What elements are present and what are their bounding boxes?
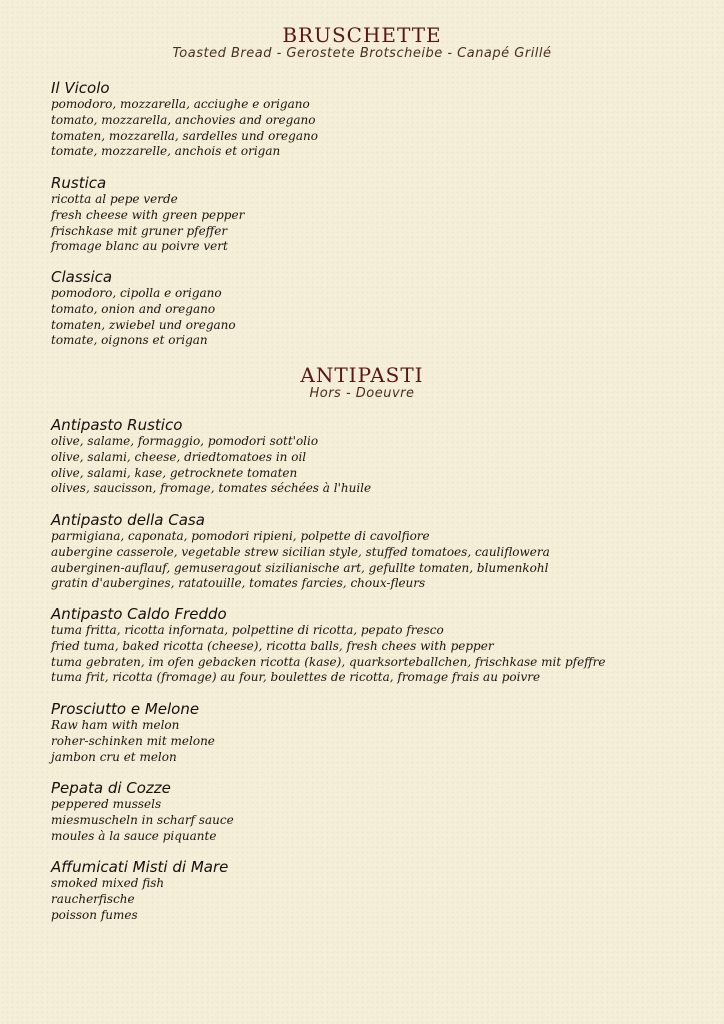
menu-item-affumicati-misti-di-mare [51, 858, 691, 923]
antipasti-subtitle: Hors - Doeuvre [309, 386, 415, 401]
item-description-en: peppered mussels [51, 797, 162, 811]
item-name: Prosciutto e Melone [51, 700, 200, 718]
item-description-en: aubergine casserole, vegetable strew sicilian style, stuffed tomatoes, cauliflowera [51, 544, 550, 559]
item-description-en: fresh cheese with green pepper [51, 207, 245, 222]
item-description-it: pomodoro, cipolla e origano [51, 286, 222, 300]
item-description-en: tomato, onion and oregano [51, 301, 216, 316]
item-description-de: roher-schinken mit melone [51, 733, 215, 748]
item-description-de: olive, salami, kase, getrocknete tomaten [51, 465, 298, 480]
menu-item-rustica [51, 174, 691, 255]
bruschette-header [0, 24, 724, 62]
item-description-fr: moules à la sauce piquante [51, 828, 217, 843]
item-description-fr: poisson fumes [51, 907, 138, 922]
antipasti-header [0, 364, 724, 402]
item-description-en: olive, salami, cheese, driedtomatoes in oil [51, 449, 307, 464]
item-name: Antipasto della Casa [51, 511, 205, 529]
item-name: Classica [51, 268, 113, 286]
item-name: Antipasto Caldo Freddo [51, 605, 227, 623]
item-description-en: Raw ham with melon [51, 718, 180, 732]
item-description-it: olive, salame, formaggio, pomodori sott'olio [51, 434, 319, 448]
item-description-de: tuma gebraten, im ofen gebacken ricotta (kase), quarksorteballchen, frischkase mit pfeffre [51, 654, 606, 669]
item-description-fr: tomate, mozzarelle, anchois et origan [51, 144, 281, 159]
item-description-it: parmigiana, caponata, pomodori ripieni, polpette di cavolfiore [51, 529, 430, 543]
item-description-fr: fromage blanc au poivre vert [51, 239, 228, 254]
item-description-fr: jambon cru et melon [51, 749, 177, 764]
bruschette-title: BRUSCHETTE [282, 23, 442, 47]
item-description-de: tomaten, zwiebel und oregano [51, 317, 236, 332]
menu-item-antipasto-della-casa [51, 511, 691, 592]
item-name: Il Vicolo [51, 79, 110, 97]
item-description-en: tomato, mozzarella, anchovies and oregano [51, 112, 316, 127]
menu-item-classica [51, 268, 691, 349]
item-description-it: tuma fritta, ricotta infornata, polpettine di ricotta, pepato fresco [51, 623, 444, 637]
menu-item-antipasto-caldo-freddo [51, 605, 691, 686]
bruschette-subtitle: Toasted Bread - Gerostete Brotscheibe - Canapé Grillé [172, 46, 552, 61]
item-description-it: pomodoro, mozzarella, acciughe e origano [51, 97, 310, 111]
item-description-it: ricotta al pepe verde [51, 192, 178, 206]
item-description-de: auberginen-auflauf, gemuseragout sizilianische art, gefullte tomaten, blumenkohl [51, 560, 549, 575]
item-description-de: frischkase mit gruner pfeffer [51, 223, 228, 238]
item-description-de: raucherfische [51, 891, 135, 906]
menu-item-prosciutto-e-melone [51, 700, 691, 765]
menu-item-pepata-di-cozze [51, 779, 691, 844]
item-description-fr: tuma frit, ricotta (fromage) au four, boulettes de ricotta, fromage frais au poivre [51, 670, 541, 685]
item-description-fr: gratin d'aubergines, ratatouille, tomates farcies, choux-fleurs [51, 576, 426, 591]
item-description-de: miesmuscheln in scharf sauce [51, 812, 234, 827]
item-name: Affumicati Misti di Mare [51, 858, 229, 876]
menu-item-il-vicolo [51, 79, 691, 160]
menu-item-antipasto-rustico [51, 416, 691, 497]
item-description-en: smoked mixed fish [51, 876, 165, 890]
item-name: Antipasto Rustico [51, 416, 183, 434]
item-description-fr: olives, saucisson, fromage, tomates séchées à l'huile [51, 481, 372, 496]
antipasti-title: ANTIPASTI [300, 363, 424, 387]
item-description-de: tomaten, mozzarella, sardelles und oregano [51, 128, 318, 143]
item-name: Pepata di Cozze [51, 779, 171, 797]
item-description-en: fried tuma, baked ricotta (cheese), ricotta balls, fresh chees with pepper [51, 638, 494, 653]
item-name: Rustica [51, 174, 107, 192]
item-description-fr: tomate, oignons et origan [51, 333, 208, 348]
